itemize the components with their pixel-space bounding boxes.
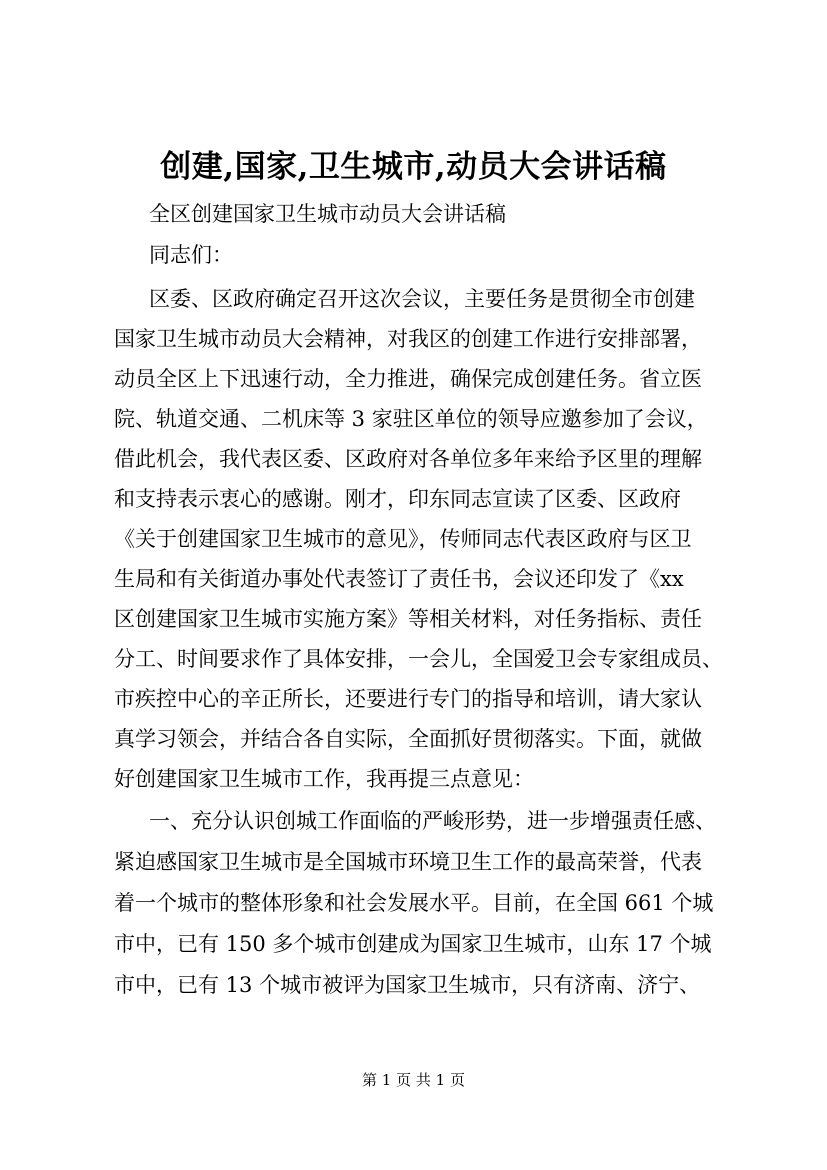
document-subtitle: 全区创建国家卫生城市动员大会讲话稿 [149, 202, 506, 226]
paragraph-1-line: 真学习领会，并结合各自实际，全面抓好贯彻落实。下面，就做 [114, 727, 702, 751]
paragraph-1-line: 国家卫生城市动员大会精神，对我区的创建工作进行安排部署， [114, 327, 702, 351]
paragraph-2-line: 市中，已有 13 个城市被评为国家卫生城市，只有济南、济宁、 [114, 973, 701, 997]
paragraph-1-line: 区创建国家卫生城市实施方案》等相关材料，对任务指标、责任 [114, 607, 702, 631]
paragraph-2-line: 紧迫感国家卫生城市是全国城市环境卫生工作的最高荣誉，代表 [114, 850, 702, 874]
paragraph-1-line: 区委、区政府确定召开这次会议，主要任务是贯彻全市创建 [149, 287, 695, 311]
paragraph-2-line: 一、充分认识创城工作面临的严峻形势，进一步增强责任感、 [149, 809, 716, 833]
paragraph-1-line: 和支持表示衷心的感谢。刚才，印东同志宣读了区委、区政府 [114, 487, 681, 511]
paragraph-1-line: 《关于创建国家卫生城市的意见》，传师同志代表区政府与区卫 [114, 527, 692, 551]
document-title: 创建,国家,卫生城市,动员大会讲话稿 [160, 149, 667, 185]
salutation: 同志们： [149, 243, 233, 267]
paragraph-2-line: 着一个城市的整体形象和社会发展水平。目前，在全国 661 个城 [114, 891, 714, 915]
page-footer: 第 1 页 共 1 页 [362, 1071, 465, 1089]
paragraph-1-line: 生局和有关街道办事处代表签订了责任书，会议还印发了《xx [114, 567, 684, 591]
paragraph-1-line: 借此机会，我代表区委、区政府对各单位多年来给予区里的理解 [114, 447, 702, 471]
paragraph-1-line: 好创建国家卫生城市工作，我再提三点意见： [114, 767, 534, 791]
paragraph-1-line: 院、轨道交通、二机床等 3 家驻区单位的领导应邀参加了会议， [114, 407, 708, 431]
paragraph-2-line: 市中，已有 150 多个城市创建成为国家卫生城市，山东 17 个城 [114, 932, 712, 956]
paragraph-1-line: 市疾控中心的辛正所长，还要进行专门的指导和培训，请大家认 [114, 687, 702, 711]
paragraph-1-line: 分工、时间要求作了具体安排，一会儿，全国爱卫会专家组成员、 [114, 647, 723, 671]
paragraph-1-line: 动员全区上下迅速行动，全力推进，确保完成创建任务。省立医 [114, 367, 702, 391]
